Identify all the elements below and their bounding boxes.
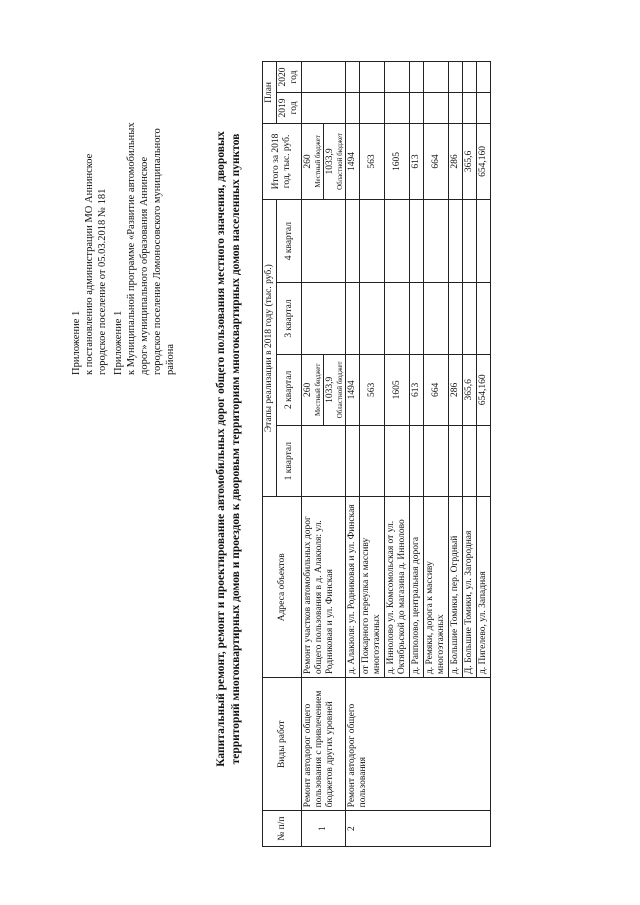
group2-address: д. Алакюля: ул. Родниковая и ул. Финская [346, 497, 360, 678]
group2-2020 [449, 62, 463, 93]
header-2019: 2019 год [277, 92, 302, 123]
group1-q4 [302, 200, 346, 283]
group2-q2: 1605 [385, 354, 410, 425]
header-2020: 2020 год [277, 62, 302, 93]
group2-2019 [477, 92, 491, 123]
annex2-line5: района [165, 343, 176, 375]
annex2-line3: дорог» муниципального образования Аннинское [139, 156, 150, 375]
group2-total: 654,160 [477, 123, 491, 199]
group1-total-regional-value: 1033,9 [325, 148, 335, 175]
group1-works: Ремонт автодорог общего пользования с привлечением бюджетов других уровней [302, 678, 346, 811]
group1-total-regional-label: Областной бюджет [336, 133, 344, 190]
group2-q2: 286 [449, 354, 463, 425]
group2-2020 [360, 62, 385, 93]
group2-q4 [410, 200, 424, 283]
group1-total-local [302, 123, 324, 199]
group2-q1 [385, 426, 410, 497]
group2-total: 664 [424, 123, 449, 199]
group2-q1 [346, 426, 360, 497]
group2-address: от Пожарного переулка к массиву многоэтажных [360, 497, 385, 678]
group2-total: 286 [449, 123, 463, 199]
group1-q2-regional-label: Областной бюджет [336, 361, 344, 419]
group2-address: д. Ремяки, дорога к массиву многоэтажных [424, 497, 449, 678]
group2-total: 563 [360, 123, 385, 199]
group2-q2: 654,160 [477, 354, 491, 425]
annex2-line4: городское поселение Ломоносовского муниципального [152, 128, 163, 375]
header-q4: 4 квартал [277, 200, 302, 283]
group2-q1 [463, 426, 477, 497]
header-q1: 1 квартал [277, 426, 302, 497]
group2-q4 [385, 200, 410, 283]
group2-2020 [346, 62, 360, 93]
group2-q3 [360, 283, 385, 354]
group2-2020 [477, 62, 491, 93]
group2-q4 [360, 200, 385, 283]
works-table [262, 61, 491, 847]
group2-2019 [424, 92, 449, 123]
group2-q1 [477, 426, 491, 497]
group2-q2: 563 [360, 354, 385, 425]
group2-2019 [410, 92, 424, 123]
group1-q2-local [302, 354, 324, 425]
group2-q3 [463, 283, 477, 354]
group1-q1 [302, 426, 346, 497]
annex2-line1: Приложение 1 [113, 310, 124, 375]
table-row [346, 62, 360, 847]
document-heading [214, 0, 244, 899]
group2-address: д. Пигелево, ул. Западная [477, 497, 491, 678]
group2-works: Ремонт автодорог общего пользования [346, 678, 491, 811]
group2-q3 [477, 283, 491, 354]
group2-q3 [385, 283, 410, 354]
header-num: № п/п [263, 811, 302, 847]
annex1-line3: городское поселение от 05.03.2018 № 181 [97, 188, 108, 375]
header-q3: 3 квартал [277, 283, 302, 354]
group1-address: Ремонт участков автомобильных дорог общего пользования в д. Алакюля: ул. Родниковая и ул. Финская [302, 497, 346, 678]
group2-q1 [449, 426, 463, 497]
group2-q4 [346, 200, 360, 283]
group2-2020 [424, 62, 449, 93]
group1-total-local-label: Местный бюджет [314, 135, 322, 188]
group2-q2: 664 [424, 354, 449, 425]
group2-num: 2 [346, 811, 491, 847]
table-row [302, 62, 324, 847]
group1-2020 [302, 62, 346, 93]
group2-2020 [463, 62, 477, 93]
group2-total: 1605 [385, 123, 410, 199]
group2-2020 [385, 62, 410, 93]
group1-q2-regional-value: 1033,9 [325, 376, 335, 403]
group1-total-local-value: 260 [303, 154, 313, 169]
group1-total-regional [324, 123, 346, 199]
annex1-line1: Приложение 1 [71, 310, 82, 375]
group2-2020 [410, 62, 424, 93]
header-stages: Этапы реализации в 2018 году (тыс. руб.) [263, 200, 277, 497]
header-address: Адреса объектов [263, 497, 302, 678]
group2-q2: 365,6 [463, 354, 477, 425]
heading-line2: территорий многоквартирных домов и проездов к дворовым территориям многоквартирных домов населенных пунктов [230, 133, 242, 765]
annex1-line2: к постановлению администрации МО Аннинское [84, 153, 95, 375]
group2-q4 [424, 200, 449, 283]
group2-q1 [410, 426, 424, 497]
header-works: Виды работ [263, 678, 302, 811]
group2-2019 [346, 92, 360, 123]
group1-q2-local-label: Местный бюджет [314, 363, 322, 417]
group2-q4 [477, 200, 491, 283]
group2-q3 [424, 283, 449, 354]
group2-2019 [463, 92, 477, 123]
group2-q4 [449, 200, 463, 283]
group2-q2: 1494 [346, 354, 360, 425]
header-q2: 2 квартал [277, 354, 302, 425]
group2-2019 [360, 92, 385, 123]
heading-line1: Капитальный ремонт, ремонт и проектирование автомобильных дорог общего пользования местного значения, дворовых [215, 131, 227, 767]
group2-q3 [346, 283, 360, 354]
header-plan: План [263, 62, 277, 124]
annex-block-1 [70, 154, 109, 375]
annex2-line2: к Муниципальной программе «Развитие автомобильных [126, 122, 137, 375]
group2-address: Д. Большие Томики, ул. Загородная [463, 497, 477, 678]
group1-q2-regional [324, 354, 346, 425]
group2-total: 365,6 [463, 123, 477, 199]
group1-q2-local-value: 260 [303, 382, 313, 397]
group2-total: 613 [410, 123, 424, 199]
group2-address: д. Иннолово ул. Комсомольская от ул. Октябрьской до магазина д. Иннолово [385, 497, 410, 678]
annex-block-2 [112, 35, 177, 375]
group1-2019 [302, 92, 346, 123]
group1-q3 [302, 283, 346, 354]
group2-2019 [449, 92, 463, 123]
header-total: Итого за 2018 год, тыс. руб. [263, 123, 302, 199]
group1-num: 1 [302, 811, 346, 847]
group2-q2: 613 [410, 354, 424, 425]
group2-2019 [385, 92, 410, 123]
group2-address: д. Рапполово, центральная дорога [410, 497, 424, 678]
group2-q3 [449, 283, 463, 354]
group2-total: 1494 [346, 123, 360, 199]
group2-q4 [463, 200, 477, 283]
group2-q1 [424, 426, 449, 497]
group2-q1 [360, 426, 385, 497]
group2-address: д. Большие Томики, пер. Огрдный [449, 497, 463, 678]
group2-q3 [410, 283, 424, 354]
